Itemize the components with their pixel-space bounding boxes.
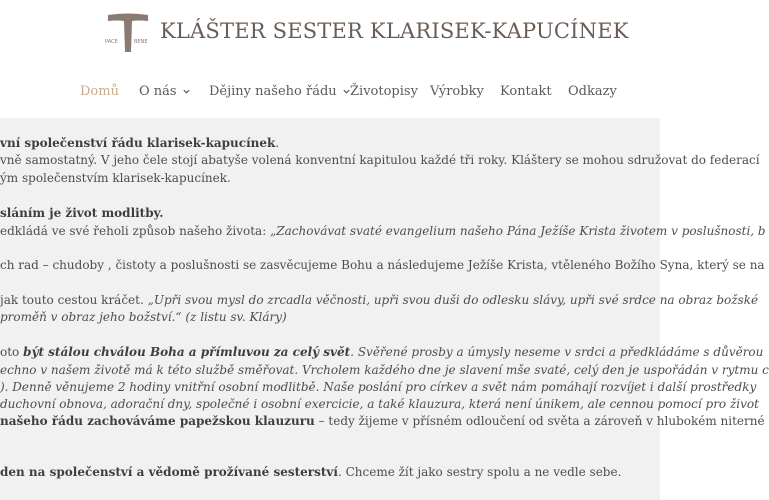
site-title[interactable]: KLÁŠTER SESTER KLARISEK-KAPUCÍNEK [160, 19, 629, 43]
nav-about-label: O nás [139, 84, 177, 99]
paragraph-line: ch rad – chudoby , čistoty a poslušnosti se zasvěcujeme Bohu a následujeme Ježíše Krista, vtěleného Božího Syna, který se na [0, 258, 765, 272]
paragraph-line: našeho řádu zachováváme papežskou klauzuru – tedy žijeme v přísném odloučení od světa a zároveň v hlubokém niterné [0, 414, 765, 428]
nav-contact-label: Kontakt [500, 84, 552, 99]
paragraph-line: vní společenství řádu klarisek-kapucínek. [0, 136, 280, 150]
paragraph-line: den na společenství a vědomě prožívané sesterství. Chceme žít jako sestry spolu a ne vedle sebe. [0, 465, 622, 479]
nav-home[interactable] [80, 84, 119, 99]
content-area [0, 118, 769, 500]
paragraph-line: edkládá ve své řeholi způsob našeho života: „Zachovávat svaté evangelium našeho Pána Ježíše Krista životem v poslušnosti, b [0, 224, 766, 238]
nav-links-label: Odkazy [568, 84, 617, 99]
paragraph-line: echno v našem životě má k této službě směřovat. Vrcholem každého dne je slavení mše svaté, celý den je uspořádán v rytmu c [0, 363, 769, 377]
site-header [0, 0, 660, 118]
nav-about[interactable] [139, 84, 191, 99]
nav-links[interactable] [568, 84, 617, 99]
paragraph-line: ). Denně věnujeme 2 hodiny vnitřní osobní modlitbě. Naše poslání pro církev a svět nám pomáhají rozvíjet i další prostředky [0, 380, 757, 394]
nav-products[interactable] [430, 84, 484, 99]
paragraph-line: ým společenstvím klarisek-kapucínek. [0, 171, 231, 185]
paragraph-line: jak touto cestou kráčet. „Upři svou mysl do zrcadla věčnosti, upři svou duši do odlesku slávy, upři své srdce na obraz božské [0, 293, 759, 307]
logo-text-left: PACE [105, 39, 118, 45]
chevron-down-icon [182, 87, 191, 96]
tau-cross-logo[interactable] [104, 12, 152, 54]
paragraph-heading: sláním je život modlitby. [0, 206, 164, 220]
nav-biographies[interactable] [350, 84, 418, 99]
nav-biographies-label: Životopisy [350, 84, 418, 99]
nav-contact[interactable] [500, 84, 552, 99]
nav-products-label: Výrobky [430, 84, 484, 99]
nav-home-label: Domů [80, 84, 119, 99]
nav-history-label: Dějiny našeho řádu [209, 84, 337, 99]
logo-text-right: BENE [134, 39, 148, 45]
main-nav [0, 84, 660, 104]
paragraph-line: vně samostatný. V jeho čele stojí abatyše volená konventní kapitulou každé tři roky. Kláštery se mohou sdružovat do federací [0, 153, 760, 167]
paragraph-line: duchovní obnova, adorační dny, společné i osobní exercicie, a také klauzura, která není únikem, ale cennou pomocí pro život [0, 397, 759, 411]
paragraph-line: oto být stálou chválou Boha a přímluvou za celý svět. Svěřené prosby a úmysly neseme v srdci a předkládáme s důvěrou [0, 345, 764, 359]
nav-history[interactable] [209, 84, 351, 99]
paragraph-line: proměň v obraz jeho božství.“ (z listu sv. Kláry) [0, 310, 287, 324]
